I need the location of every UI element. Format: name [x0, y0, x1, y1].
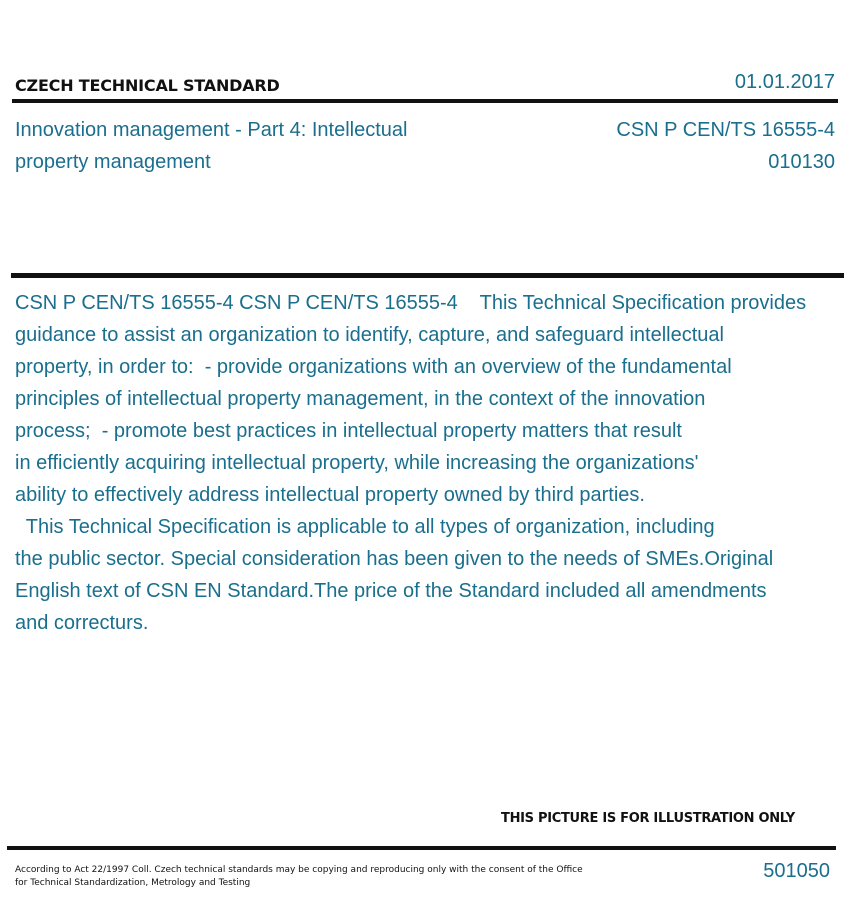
classification-code: 010130 — [768, 151, 835, 173]
header-divider — [12, 99, 838, 103]
footer-divider — [7, 846, 836, 850]
abstract-line: ability to effectively address intellectual property owned by third parties. — [15, 484, 645, 506]
document-title — [15, 114, 465, 178]
title-line: property management — [15, 151, 211, 173]
abstract-line: in efficiently acquiring intellectual property, while increasing the organizations' — [15, 452, 699, 474]
abstract-line: the public sector. Special consideration has been given to the needs of SMEs.Original — [15, 548, 774, 570]
publication-date: 01.01.2017 — [734, 71, 835, 93]
abstract-line: process; - promote best practices in intellectual property matters that result — [15, 420, 682, 442]
footer-code: 501050 — [763, 860, 830, 882]
illustration-disclaimer: THIS PICTURE IS FOR ILLUSTRATION ONLY — [501, 811, 795, 826]
standard-type-label: CZECH TECHNICAL STANDARD — [15, 76, 280, 95]
legal-notice — [15, 864, 585, 890]
document-abstract — [15, 287, 865, 639]
abstract-line: property, in order to: - provide organizations with an overview of the fundamental — [15, 356, 732, 378]
abstract-line: English text of CSN EN Standard.The price of the Standard included all amendments — [15, 580, 767, 602]
legal-notice-line: for Technical Standardization, Metrology and Testing — [15, 878, 251, 888]
abstract-line: CSN P CEN/TS 16555-4 CSN P CEN/TS 16555-4 This Technical Specification provides — [15, 292, 807, 314]
abstract-line: and correcturs. — [15, 612, 149, 634]
document-codes — [616, 114, 835, 178]
standard-designation: CSN P CEN/TS 16555-4 — [616, 119, 835, 141]
title-line: Innovation management - Part 4: Intellectual — [15, 119, 408, 141]
abstract-line: This Technical Specification is applicable to all types of organization, including — [15, 516, 715, 538]
abstract-line: guidance to assist an organization to identify, capture, and safeguard intellectual — [15, 324, 724, 346]
abstract-line: principles of intellectual property management, in the context of the innovation — [15, 388, 706, 410]
legal-notice-line: According to Act 22/1997 Coll. Czech technical standards may be copying and reproducing only with the consent of the Office — [15, 865, 583, 875]
title-divider — [11, 273, 844, 278]
